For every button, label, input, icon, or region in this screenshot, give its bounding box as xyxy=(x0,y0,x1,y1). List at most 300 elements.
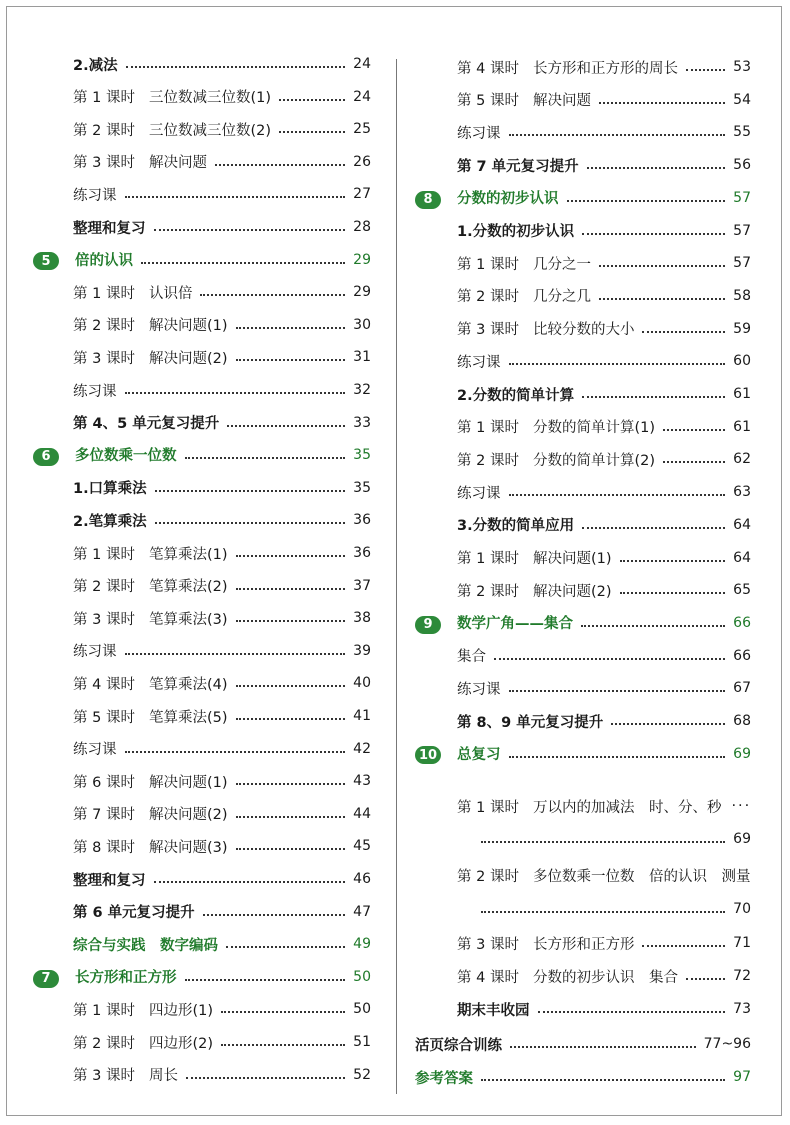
leader-dots xyxy=(642,945,725,947)
leader-dots xyxy=(663,461,725,463)
toc-entry[interactable] xyxy=(73,900,371,924)
toc-entry[interactable] xyxy=(73,411,371,435)
entry-label xyxy=(73,151,207,172)
toc-entry[interactable] xyxy=(457,513,751,537)
toc-entry[interactable] xyxy=(457,284,751,308)
leader-dots xyxy=(509,756,726,758)
entry-label xyxy=(457,547,612,568)
page-number: 43 xyxy=(353,773,371,790)
unit-number-badge: 6 xyxy=(33,448,59,466)
toc-entry[interactable] xyxy=(73,541,371,565)
toc-entry[interactable] xyxy=(73,671,371,695)
page-number: 28 xyxy=(353,219,371,235)
leader-dots xyxy=(236,816,346,818)
toc-entry[interactable] xyxy=(457,55,751,79)
toc-entry-final-exam[interactable] xyxy=(457,997,751,1021)
entry-title: 第 4、5 单元复习提升 xyxy=(73,416,220,433)
toc-entry[interactable] xyxy=(73,117,371,141)
lesson-number: 第 3 课时 xyxy=(73,155,135,172)
toc-entry[interactable] xyxy=(73,997,371,1021)
entry-title: 练习课 xyxy=(73,383,117,400)
page-number: 77~96 xyxy=(703,1036,751,1052)
toc-entry[interactable] xyxy=(73,508,371,532)
lesson-title: 几分之一 xyxy=(532,256,591,273)
leader-dots xyxy=(236,359,346,361)
entry-title: 第 6 单元复习提升 xyxy=(73,905,195,922)
lesson-title: 分数的初步认识 集合 xyxy=(532,969,678,986)
entry-label xyxy=(33,444,177,466)
lesson-title: 笔算乘法(5) xyxy=(148,709,228,726)
entry-title: 1.口算乘法 xyxy=(73,481,147,498)
toc-entry[interactable] xyxy=(73,1030,371,1054)
entry-label xyxy=(73,184,117,205)
entry-title: 第 8、9 单元复习提升 xyxy=(457,714,604,731)
entry-label xyxy=(33,966,177,988)
lesson-title: 解决问题(1) xyxy=(148,318,228,335)
leader-dots xyxy=(279,131,345,133)
entry-title: 总复习 xyxy=(457,746,501,763)
entry-title: 2.减法 xyxy=(73,57,118,74)
entry-label xyxy=(457,220,574,241)
leader-dots xyxy=(227,425,345,427)
entry-label xyxy=(457,711,603,732)
page-number: 45 xyxy=(353,838,371,855)
entry-label xyxy=(73,869,146,890)
toc-entry-review-1-page[interactable] xyxy=(481,827,751,851)
entry-label xyxy=(457,416,655,437)
lesson-title: 解决问题 xyxy=(148,155,207,172)
entry-label xyxy=(415,743,501,765)
toc-entry[interactable] xyxy=(73,215,371,239)
leader-dots xyxy=(481,841,725,843)
entry-title: 练习课 xyxy=(457,354,501,371)
toc-entry-answers[interactable] xyxy=(415,1065,751,1089)
lesson-title: 长方形和正方形 xyxy=(532,936,635,953)
lesson-number: 第 5 课时 xyxy=(73,709,135,726)
page-number: 27 xyxy=(353,186,371,203)
leader-dots xyxy=(620,592,726,594)
page-number: 69 xyxy=(733,745,751,762)
toc-entry[interactable] xyxy=(457,251,751,275)
lesson-title: 笔算乘法(4) xyxy=(148,676,228,693)
entry-title: 整理和复习 xyxy=(73,220,146,237)
page-number: 65 xyxy=(733,582,751,599)
leader-dots xyxy=(686,69,725,71)
leader-dots xyxy=(599,265,725,267)
toc-entry[interactable] xyxy=(73,52,371,76)
toc-entry[interactable] xyxy=(73,769,371,793)
entry-title: 练习课 xyxy=(457,125,501,142)
leader-dots xyxy=(538,1011,726,1013)
lesson-number: 第 3 课时 xyxy=(73,1068,135,1085)
toc-entry[interactable] xyxy=(73,867,371,891)
leader-dots xyxy=(236,620,346,622)
entry-label xyxy=(73,54,118,75)
page-number: 54 xyxy=(733,91,751,108)
leader-dots xyxy=(186,1077,345,1079)
toc-entry[interactable] xyxy=(33,965,371,989)
entry-title: 练习课 xyxy=(73,187,117,204)
lesson-number: 第 2 课时 xyxy=(73,318,135,335)
entry-label xyxy=(457,966,678,987)
entry-label xyxy=(73,347,228,368)
entry-label xyxy=(73,771,228,792)
lesson-title: 解决问题 xyxy=(532,93,591,110)
page-number: 33 xyxy=(353,414,371,431)
toc-entry[interactable] xyxy=(73,280,371,304)
entry-title: 长方形和正方形 xyxy=(75,970,177,987)
entry-label xyxy=(73,934,218,955)
page-number: 68 xyxy=(733,713,751,729)
entry-label xyxy=(457,57,678,78)
toc-entry[interactable] xyxy=(457,219,751,243)
toc-page xyxy=(6,6,782,1116)
page-number: 41 xyxy=(353,708,371,724)
entry-label xyxy=(415,187,559,209)
unit-number-badge: 7 xyxy=(33,970,59,988)
unit-number-badge: 8 xyxy=(415,191,441,209)
column-divider xyxy=(396,59,397,1094)
lesson-number: 第 2 课时 xyxy=(73,122,135,139)
lesson-number: 第 2 课时 xyxy=(73,1035,135,1052)
page-number: 44 xyxy=(353,805,371,822)
page-number: 73 xyxy=(733,1001,751,1017)
toc-entry[interactable] xyxy=(73,606,371,630)
lesson-title: 解决问题(2) xyxy=(532,583,612,600)
leader-dots xyxy=(236,588,346,590)
leader-dots xyxy=(154,229,346,231)
lesson-number: 第 1 课时 xyxy=(457,551,519,567)
page-number: 49 xyxy=(353,936,371,953)
entry-label xyxy=(457,351,501,372)
leader-dots xyxy=(154,881,346,883)
leader-dots xyxy=(236,685,346,687)
toc-entry[interactable] xyxy=(415,742,751,766)
entry-title: 综合与实践 数字编码 xyxy=(73,937,218,954)
leader-dots xyxy=(221,1044,345,1046)
leader-dots xyxy=(663,429,725,431)
page-number: 60 xyxy=(733,353,751,370)
leader-dots xyxy=(510,1046,696,1048)
entry-label xyxy=(457,285,591,306)
toc-entry[interactable] xyxy=(73,932,371,956)
entry-label xyxy=(73,999,213,1020)
page-number: 26 xyxy=(353,153,371,170)
toc-entry[interactable] xyxy=(73,378,371,402)
lesson-number: 第 2 课时 xyxy=(457,583,519,600)
unit-number-badge: 5 xyxy=(33,252,59,270)
leader-dots xyxy=(236,327,346,329)
entry-label xyxy=(73,575,228,596)
entry-title: 第 7 单元复习提升 xyxy=(457,158,579,175)
toc-entry[interactable] xyxy=(457,546,751,570)
page-number: 97 xyxy=(733,1069,751,1085)
toc-entry-worksheets[interactable] xyxy=(415,1032,751,1056)
entry-title: 数学广角——集合 xyxy=(457,616,573,633)
entry-label xyxy=(73,673,228,694)
leader-dots xyxy=(509,134,726,136)
lesson-number: 第 3 课时 xyxy=(73,611,135,628)
page-number: 42 xyxy=(353,740,371,757)
entry-label xyxy=(457,933,634,954)
leader-dots xyxy=(582,396,725,398)
lesson-title: 笔算乘法(3) xyxy=(148,611,228,628)
toc-entry[interactable] xyxy=(73,834,371,858)
entry-title: 2.笔算乘法 xyxy=(73,513,147,530)
lesson-number: 第 2 课时 xyxy=(73,579,135,596)
entry-label xyxy=(457,482,501,503)
toc-entry[interactable] xyxy=(73,85,371,109)
toc-entry[interactable] xyxy=(33,248,371,272)
entry-title: 练习课 xyxy=(457,485,501,502)
lesson-title: 认识倍 xyxy=(148,285,193,302)
entry-label xyxy=(73,412,219,433)
entry-title: 倍的认识 xyxy=(75,252,133,269)
lesson-number: 第 4 课时 xyxy=(457,60,519,77)
entry-label xyxy=(457,155,579,176)
page-number: 57 xyxy=(733,255,751,272)
toc-entry-review-2[interactable] xyxy=(457,863,750,887)
page-number: 61 xyxy=(733,386,751,402)
page-number: 31 xyxy=(353,349,371,366)
toc-entry[interactable] xyxy=(73,574,371,598)
page-number: 24 xyxy=(353,88,371,105)
leader-dots xyxy=(620,560,726,562)
toc-entry[interactable] xyxy=(457,415,751,439)
entry-label: 活页综合训练 xyxy=(415,1037,502,1054)
entry-title: 3.分数的简单应用 xyxy=(457,518,575,535)
entry-label xyxy=(73,1032,213,1053)
entry-label xyxy=(73,477,147,498)
entry-label: 期末丰收园 xyxy=(457,1002,530,1019)
toc-entry[interactable] xyxy=(73,737,371,761)
lesson-title: 三位数减三位数(1) xyxy=(148,90,271,107)
page-number: 32 xyxy=(353,382,371,398)
entry-label xyxy=(73,706,228,727)
entry-title: 多位数乘一位数 xyxy=(75,448,177,465)
page-number: 59 xyxy=(733,320,751,337)
page-number: 38 xyxy=(353,610,371,627)
entry-title: 2.分数的简单计算 xyxy=(457,387,575,404)
page-number: 29 xyxy=(353,251,371,268)
page-number: 52 xyxy=(353,1066,371,1083)
lesson-title: 解决问题(1) xyxy=(532,551,612,567)
toc-entry[interactable] xyxy=(73,1063,371,1087)
page-number: 69 xyxy=(733,831,751,847)
lesson-title: 四边形(1) xyxy=(148,1002,213,1019)
entry-title: 整理和复习 xyxy=(73,872,146,889)
entry-label xyxy=(73,86,271,107)
entry-label xyxy=(457,253,591,274)
page-number: 61 xyxy=(733,418,751,435)
lesson-title: 解决问题(1) xyxy=(148,774,228,791)
entry-label xyxy=(73,282,192,303)
lesson-number: 第 4 课时 xyxy=(73,676,135,693)
toc-entry[interactable] xyxy=(457,578,751,602)
page-number: 72 xyxy=(733,968,751,984)
page-number: 71 xyxy=(733,935,751,951)
lesson-number: 第 5 课时 xyxy=(457,93,519,110)
toc-entry[interactable] xyxy=(73,345,371,369)
lesson-number: 第 2 课时 xyxy=(457,289,519,306)
page-number: 35 xyxy=(353,479,371,496)
entry-label xyxy=(73,1064,178,1085)
page-number: 29 xyxy=(353,284,371,301)
toc-entry[interactable] xyxy=(457,88,751,112)
entry-label xyxy=(457,514,574,535)
toc-entry-review-2-page[interactable] xyxy=(481,897,751,921)
leader-dots xyxy=(236,718,346,720)
page-number: 47 xyxy=(353,903,371,920)
toc-entry[interactable] xyxy=(415,611,751,635)
entry-label xyxy=(73,217,146,238)
toc-entry-review-4[interactable] xyxy=(457,964,751,988)
leader-dots xyxy=(126,66,346,68)
toc-entry[interactable] xyxy=(457,447,751,471)
page-number: 56 xyxy=(733,157,751,174)
entry-label xyxy=(73,803,228,824)
leader-dots xyxy=(587,167,725,169)
lesson-title: 周长 xyxy=(148,1068,178,1085)
entry-title: 集合 xyxy=(457,649,486,666)
toc-entry[interactable] xyxy=(457,153,751,177)
leader-dots xyxy=(279,99,345,101)
lesson-title: 多位数乘一位数 倍的认识 测量 xyxy=(532,868,751,885)
toc-entry[interactable] xyxy=(33,443,371,467)
leader-dots xyxy=(221,1011,345,1013)
lesson-number: 第 2 课时 xyxy=(457,452,519,469)
leader-dots xyxy=(141,262,345,264)
page-number: 30 xyxy=(353,316,371,333)
entry-title: 练习课 xyxy=(73,644,117,661)
lesson-title: 几分之几 xyxy=(532,289,591,306)
entry-label xyxy=(73,738,117,759)
entry-label xyxy=(73,380,117,401)
lesson-number: 第 1 课时 xyxy=(73,90,135,107)
toc-entry-review-3[interactable] xyxy=(457,931,751,955)
entry-label xyxy=(73,543,228,564)
lesson-number: 第 1 课时 xyxy=(457,420,519,437)
entry-label xyxy=(457,645,486,666)
toc-entry-review-1[interactable] xyxy=(457,794,751,818)
leader-dots xyxy=(494,658,725,660)
entry-label xyxy=(457,384,574,405)
leader-dots xyxy=(155,522,346,524)
leader-dots xyxy=(509,363,726,365)
lesson-number: 第 8 课时 xyxy=(73,839,135,856)
leader-dots xyxy=(236,848,346,850)
page-number: 57 xyxy=(733,222,751,239)
page-number: 51 xyxy=(353,1034,371,1050)
lesson-title: 三位数减三位数(2) xyxy=(148,122,271,139)
toc-entry[interactable] xyxy=(73,476,371,500)
entry-label xyxy=(73,314,228,335)
lesson-title: 笔算乘法(1) xyxy=(148,546,228,563)
toc-entry[interactable] xyxy=(457,709,751,733)
leader-dots xyxy=(125,196,346,198)
entry-label xyxy=(33,249,133,271)
leader-dots: ··· xyxy=(731,798,752,814)
lesson-number: 第 3 课时 xyxy=(73,350,135,367)
leader-dots xyxy=(509,494,726,496)
toc-entry[interactable] xyxy=(73,182,371,206)
entry-label xyxy=(73,640,117,661)
page-number: 39 xyxy=(353,642,371,659)
toc-entry[interactable] xyxy=(457,480,751,504)
toc-entry[interactable] xyxy=(415,186,751,210)
leader-dots xyxy=(236,555,346,557)
lesson-title: 长方形和正方形的周长 xyxy=(532,60,678,77)
page-number: 67 xyxy=(733,680,751,697)
toc-entry[interactable] xyxy=(457,382,751,406)
lesson-number: 第 3 课时 xyxy=(457,936,519,953)
entry-title: 1.分数的初步认识 xyxy=(457,224,575,240)
lesson-number: 第 1 课时 xyxy=(457,256,519,273)
page-number: 50 xyxy=(353,968,371,985)
page-number: 70 xyxy=(733,901,751,917)
toc-entry[interactable] xyxy=(73,150,371,174)
lesson-number: 第 1 课时 xyxy=(73,546,135,563)
page-number: 46 xyxy=(353,871,371,887)
leader-dots xyxy=(567,200,726,202)
page-number: 36 xyxy=(353,545,371,561)
leader-dots xyxy=(125,653,346,655)
lesson-title: 四边形(2) xyxy=(148,1035,213,1052)
leader-dots xyxy=(481,1079,725,1081)
entry-label xyxy=(457,449,655,470)
lesson-title: 分数的简单计算(1) xyxy=(532,420,655,437)
toc-entry[interactable] xyxy=(73,704,371,728)
entry-title: 练习课 xyxy=(73,742,117,759)
lesson-number: 第 4 课时 xyxy=(457,969,519,986)
entry-label xyxy=(457,89,591,110)
toc-entry[interactable] xyxy=(457,120,751,144)
leader-dots xyxy=(582,527,725,529)
page-number: 40 xyxy=(353,675,371,692)
lesson-number: 第 1 课时 xyxy=(457,799,519,816)
toc-entry[interactable] xyxy=(457,349,751,373)
leader-dots xyxy=(185,457,346,459)
leader-dots xyxy=(599,298,725,300)
toc-entry[interactable] xyxy=(73,802,371,826)
page-number: 55 xyxy=(733,124,751,141)
lesson-title: 解决问题(2) xyxy=(148,350,228,367)
page-number: 66 xyxy=(733,647,751,664)
leader-dots xyxy=(125,392,346,394)
page-number: 66 xyxy=(733,614,751,631)
page-number: 62 xyxy=(733,451,751,468)
leader-dots xyxy=(582,233,725,235)
entry-label xyxy=(73,119,271,140)
toc-entry[interactable] xyxy=(73,313,371,337)
page-number: 24 xyxy=(353,56,371,72)
leader-dots xyxy=(200,294,345,296)
toc-entry[interactable] xyxy=(457,317,751,341)
leader-dots xyxy=(509,690,726,692)
page-number: 37 xyxy=(353,577,371,594)
lesson-title: 分数的简单计算(2) xyxy=(532,452,655,469)
lesson-number: 第 3 课时 xyxy=(457,322,519,339)
entry-label xyxy=(73,901,195,922)
unit-number-badge: 9 xyxy=(415,616,441,634)
toc-entry[interactable] xyxy=(457,644,751,668)
lesson-title: 比较分数的大小 xyxy=(532,322,635,339)
leader-dots xyxy=(599,102,725,104)
lesson-number: 第 2 课时 xyxy=(457,868,519,885)
toc-entry[interactable] xyxy=(73,639,371,663)
page-number: 64 xyxy=(733,549,751,566)
toc-entry[interactable] xyxy=(457,676,751,700)
